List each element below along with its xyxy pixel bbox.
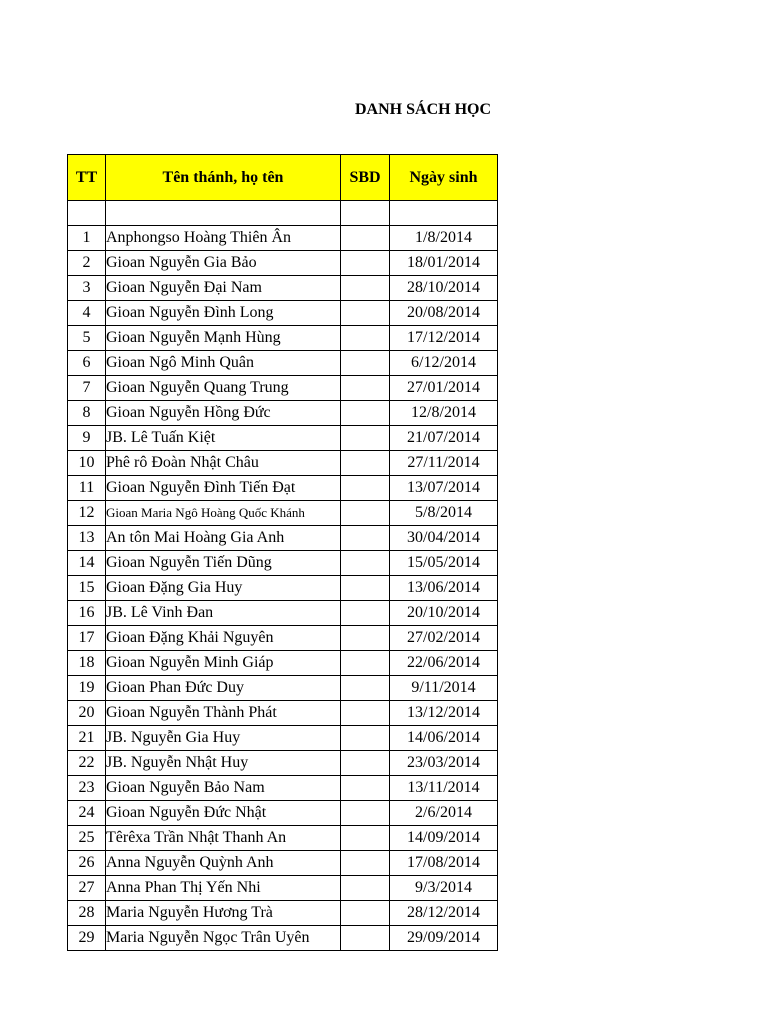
cell-dob: 17/12/2014	[390, 326, 498, 351]
cell-tt: 26	[68, 851, 106, 876]
cell-name: Gioan Nguyễn Mạnh Hùng	[106, 326, 341, 351]
cell-tt: 19	[68, 676, 106, 701]
cell-tt: 27	[68, 876, 106, 901]
cell-dob: 5/8/2014	[390, 501, 498, 526]
table-row	[68, 401, 498, 426]
cell-tt: 9	[68, 426, 106, 451]
cell-name: JB. Nguyễn Nhật Huy	[106, 751, 341, 776]
cell-name: Gioan Đặng Gia Huy	[106, 576, 341, 601]
cell-dob: 2/6/2014	[390, 801, 498, 826]
cell-name: Gioan Maria Ngô Hoàng Quốc Khánh	[106, 501, 341, 526]
table-row	[68, 276, 498, 301]
table-row	[68, 601, 498, 626]
table-row	[68, 826, 498, 851]
cell-sbd	[341, 426, 390, 451]
cell-sbd	[341, 726, 390, 751]
table-row	[68, 751, 498, 776]
cell-sbd	[341, 251, 390, 276]
cell-sbd	[341, 926, 390, 951]
table-row	[68, 851, 498, 876]
cell-dob: 14/09/2014	[390, 826, 498, 851]
cell-tt: 12	[68, 501, 106, 526]
cell-dob: 20/10/2014	[390, 601, 498, 626]
cell-dob: 12/8/2014	[390, 401, 498, 426]
cell-tt: 21	[68, 726, 106, 751]
table-row	[68, 226, 498, 251]
cell-dob: 13/06/2014	[390, 576, 498, 601]
table-row	[68, 301, 498, 326]
cell-tt: 14	[68, 551, 106, 576]
cell-name: Anna Nguyễn Quỳnh Anh	[106, 851, 341, 876]
cell-sbd	[341, 676, 390, 701]
cell-tt: 16	[68, 601, 106, 626]
student-roster-table	[67, 154, 498, 951]
cell-sbd	[341, 326, 390, 351]
cell-sbd	[341, 576, 390, 601]
cell-sbd	[341, 751, 390, 776]
cell-sbd	[341, 401, 390, 426]
table-row	[68, 426, 498, 451]
cell-tt: 24	[68, 801, 106, 826]
cell-name: Gioan Nguyễn Quang Trung	[106, 376, 341, 401]
spacer-cell	[341, 201, 390, 226]
cell-sbd	[341, 826, 390, 851]
cell-dob: 6/12/2014	[390, 351, 498, 376]
cell-dob: 13/07/2014	[390, 476, 498, 501]
cell-dob: 23/03/2014	[390, 751, 498, 776]
cell-name: Anphongso Hoàng Thiên Ân	[106, 226, 341, 251]
header-row	[68, 155, 498, 201]
cell-tt: 11	[68, 476, 106, 501]
cell-dob: 13/11/2014	[390, 776, 498, 801]
cell-tt: 10	[68, 451, 106, 476]
cell-dob: 22/06/2014	[390, 651, 498, 676]
cell-tt: 17	[68, 626, 106, 651]
spacer-cell	[68, 201, 106, 226]
cell-tt: 25	[68, 826, 106, 851]
cell-sbd	[341, 351, 390, 376]
table-row	[68, 626, 498, 651]
cell-name: An tôn Mai Hoàng Gia Anh	[106, 526, 341, 551]
cell-dob: 18/01/2014	[390, 251, 498, 276]
cell-name: Gioan Nguyễn Đình Tiến Đạt	[106, 476, 341, 501]
cell-dob: 20/08/2014	[390, 301, 498, 326]
cell-sbd	[341, 526, 390, 551]
cell-sbd	[341, 276, 390, 301]
table-row	[68, 326, 498, 351]
cell-sbd	[341, 501, 390, 526]
cell-tt: 6	[68, 351, 106, 376]
cell-name: Gioan Nguyễn Tiến Dũng	[106, 551, 341, 576]
table-row	[68, 801, 498, 826]
cell-name: Maria Nguyễn Hương Trà	[106, 901, 341, 926]
table-row	[68, 901, 498, 926]
cell-name: Phê rô Đoàn Nhật Châu	[106, 451, 341, 476]
table-row	[68, 701, 498, 726]
table-row	[68, 451, 498, 476]
cell-tt: 4	[68, 301, 106, 326]
page-title: DANH SÁCH HỌC	[355, 101, 492, 118]
cell-dob: 17/08/2014	[390, 851, 498, 876]
cell-sbd	[341, 626, 390, 651]
cell-name: Gioan Nguyễn Đức Nhật	[106, 801, 341, 826]
cell-sbd	[341, 451, 390, 476]
cell-tt: 5	[68, 326, 106, 351]
cell-dob: 29/09/2014	[390, 926, 498, 951]
cell-dob: 28/12/2014	[390, 901, 498, 926]
cell-dob: 15/05/2014	[390, 551, 498, 576]
cell-name: Gioan Đặng Khải Nguyên	[106, 626, 341, 651]
cell-sbd	[341, 226, 390, 251]
table-row	[68, 376, 498, 401]
table-row	[68, 551, 498, 576]
spacer-cell	[390, 201, 498, 226]
cell-dob: 27/02/2014	[390, 626, 498, 651]
cell-sbd	[341, 601, 390, 626]
table-row	[68, 776, 498, 801]
table-row	[68, 926, 498, 951]
cell-sbd	[341, 551, 390, 576]
cell-sbd	[341, 701, 390, 726]
spacer-row	[68, 201, 498, 226]
cell-name: Gioan Nguyễn Minh Giáp	[106, 651, 341, 676]
table-row	[68, 351, 498, 376]
cell-name: Gioan Nguyễn Đại Nam	[106, 276, 341, 301]
table-row	[68, 876, 498, 901]
cell-tt: 1	[68, 226, 106, 251]
cell-tt: 15	[68, 576, 106, 601]
cell-tt: 2	[68, 251, 106, 276]
table-row	[68, 651, 498, 676]
table-row	[68, 576, 498, 601]
cell-name: Têrêxa Trần Nhật Thanh An	[106, 826, 341, 851]
table-row	[68, 476, 498, 501]
table-row	[68, 501, 498, 526]
cell-sbd	[341, 851, 390, 876]
header-sbd: SBD	[341, 155, 390, 201]
cell-name: Gioan Nguyễn Hồng Đức	[106, 401, 341, 426]
cell-tt: 23	[68, 776, 106, 801]
header-tt: TT	[68, 155, 106, 201]
cell-tt: 29	[68, 926, 106, 951]
table-row	[68, 726, 498, 751]
cell-dob: 21/07/2014	[390, 426, 498, 451]
cell-sbd	[341, 651, 390, 676]
cell-tt: 18	[68, 651, 106, 676]
cell-dob: 30/04/2014	[390, 526, 498, 551]
table-header	[68, 155, 498, 201]
cell-tt: 8	[68, 401, 106, 426]
title-region	[300, 97, 496, 123]
cell-tt: 22	[68, 751, 106, 776]
cell-sbd	[341, 376, 390, 401]
cell-name: Gioan Phan Đức Duy	[106, 676, 341, 701]
table-row	[68, 676, 498, 701]
cell-name: JB. Nguyễn Gia Huy	[106, 726, 341, 751]
cell-tt: 20	[68, 701, 106, 726]
cell-name: Gioan Nguyễn Gia Bảo	[106, 251, 341, 276]
cell-tt: 7	[68, 376, 106, 401]
cell-sbd	[341, 301, 390, 326]
cell-sbd	[341, 876, 390, 901]
cell-dob: 1/8/2014	[390, 226, 498, 251]
cell-dob: 27/01/2014	[390, 376, 498, 401]
cell-sbd	[341, 901, 390, 926]
header-dob: Ngày sinh	[390, 155, 498, 201]
cell-name: Gioan Ngô Minh Quân	[106, 351, 341, 376]
cell-name: Maria Nguyễn Ngọc Trân Uyên	[106, 926, 341, 951]
table-row	[68, 251, 498, 276]
spacer-cell	[106, 201, 341, 226]
cell-dob: 9/3/2014	[390, 876, 498, 901]
cell-name: JB. Lê Tuấn Kiệt	[106, 426, 341, 451]
cell-dob: 14/06/2014	[390, 726, 498, 751]
cell-name: Anna Phan Thị Yến Nhi	[106, 876, 341, 901]
cell-dob: 9/11/2014	[390, 676, 498, 701]
cell-tt: 28	[68, 901, 106, 926]
cell-name: Gioan Nguyễn Thành Phát	[106, 701, 341, 726]
cell-tt: 3	[68, 276, 106, 301]
cell-sbd	[341, 476, 390, 501]
cell-sbd	[341, 776, 390, 801]
cell-dob: 13/12/2014	[390, 701, 498, 726]
header-name: Tên thánh, họ tên	[106, 155, 341, 201]
cell-dob: 27/11/2014	[390, 451, 498, 476]
table-body	[68, 201, 498, 951]
cell-name: JB. Lê Vinh Đan	[106, 601, 341, 626]
cell-tt: 13	[68, 526, 106, 551]
cell-name: Gioan Nguyễn Đình Long	[106, 301, 341, 326]
cell-sbd	[341, 801, 390, 826]
cell-dob: 28/10/2014	[390, 276, 498, 301]
table-row	[68, 526, 498, 551]
cell-name: Gioan Nguyễn Bảo Nam	[106, 776, 341, 801]
